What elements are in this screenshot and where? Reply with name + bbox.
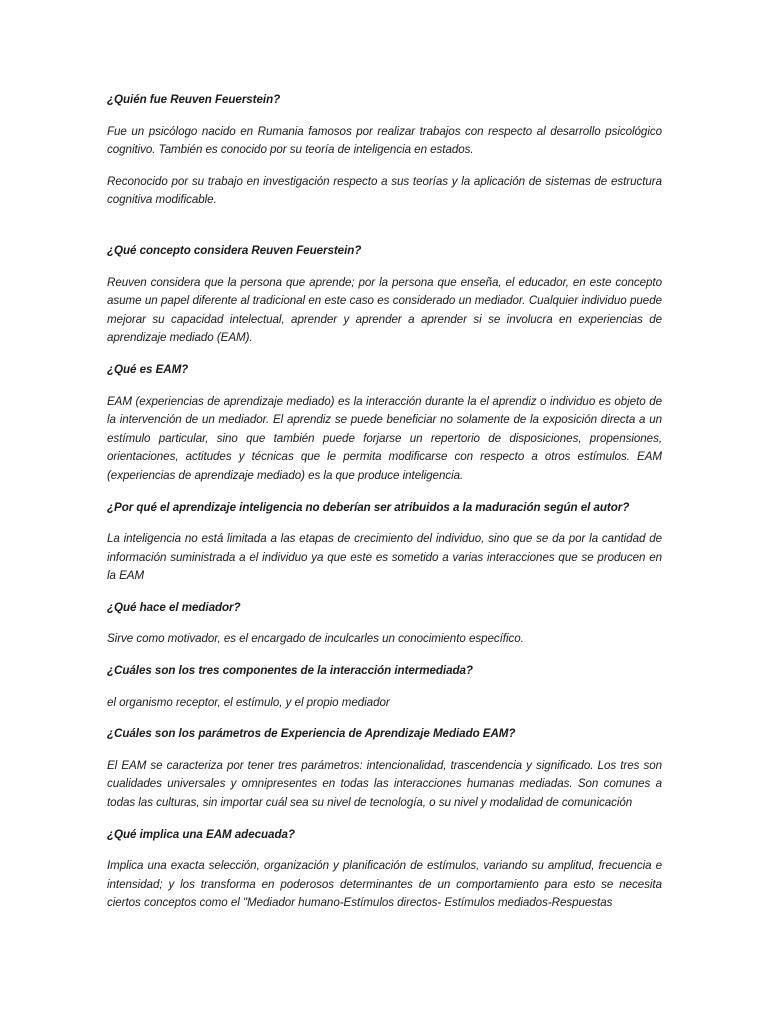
answer-paragraph: EAM (experiencias de aprendizaje mediado) es la interacción durante la el aprendiz o individuo es objeto de la intervención de un mediador. El aprendiz se puede beneficiar no solamente de la exposición directa a un estímulo particular, sino que también puede forjarse un repertorio de disposiciones, propensiones, orientaciones, actitudes y técnicas que le permita modificarse con respecto a otros estímulos. EAM (experiencias de aprendizaje mediado) es la que produce inteligencia.: [107, 394, 662, 482]
question-heading: ¿Qué es EAM?: [107, 362, 189, 376]
question-heading: ¿Cuáles son los tres componentes de la interacción intermediada?: [107, 664, 473, 678]
answer-paragraph: el organismo receptor, el estímulo, y el propio mediador: [107, 695, 390, 709]
answer-paragraph: La inteligencia no está limitada a las etapas de crecimiento del individuo, sino que se da por la cantidad de información suministrada a el individuo ya que este es sometido a varias interacciones que se producen en la EAM: [107, 532, 662, 583]
answer-paragraph: Fue un psicólogo nacido en Rumania famosos por realizar trabajos con respecto al desarrollo psicológico cognitivo. También es conocido por su teoría de inteligencia en estados.: [107, 124, 662, 157]
document-body: [107, 91, 662, 926]
question-heading: ¿Qué implica una EAM adecuada?: [107, 827, 295, 841]
question-heading: ¿Por qué el aprendizaje inteligencia no deberían ser atribuidos a la maduración según el autor?: [107, 500, 630, 514]
answer-paragraph: El EAM se caracteriza por tener tres parámetros: intencionalidad, trascendencia y significado. Los tres son cualidades universales y omnipresentes en todas las interacciones humanas mediadas. Son comunes a todas las culturas, sin importar cuál sea su nivel de tecnología, o su nivel y modalidad de comunicación: [107, 758, 662, 810]
question-heading: ¿Quién fue Reuven Feuerstein?: [107, 93, 281, 106]
question-heading: ¿Qué concepto considera Reuven Feuerstein?: [107, 243, 362, 257]
question-heading: ¿Cuáles son los parámetros de Experiencia de Aprendizaje Mediado EAM?: [107, 727, 516, 741]
answer-paragraph: Implica una exacta selección, organización y planificación de estímulos, variando su amplitud, frecuencia e intensidad; y los transforma en poderosos determinantes de un comportamiento para esto se necesita ciertos conceptos como el "Mediador humano-Estímulos directos- Estímulos mediados-Respuestas: [107, 859, 662, 910]
answer-paragraph: Reconocido por su trabajo en investigación respecto a sus teorías y la aplicación de sistemas de estructura cognitiva modificable.: [107, 174, 662, 207]
answer-paragraph: Reuven considera que la persona que aprende; por la persona que enseña, el educador, en este concepto asume un papel diferente al tradicional en este caso es considerado un mediador. Cualquier individuo puede mejorar su capacidad intelectual, aprender y aprender a aprender si se involucra en experiencias de aprendizaje mediado (EAM).: [107, 275, 662, 345]
answer-paragraph: Sirve como motivador, es el encargado de inculcarles un conocimiento específico.: [107, 632, 524, 646]
question-heading: ¿Qué hace el mediador?: [107, 600, 241, 614]
